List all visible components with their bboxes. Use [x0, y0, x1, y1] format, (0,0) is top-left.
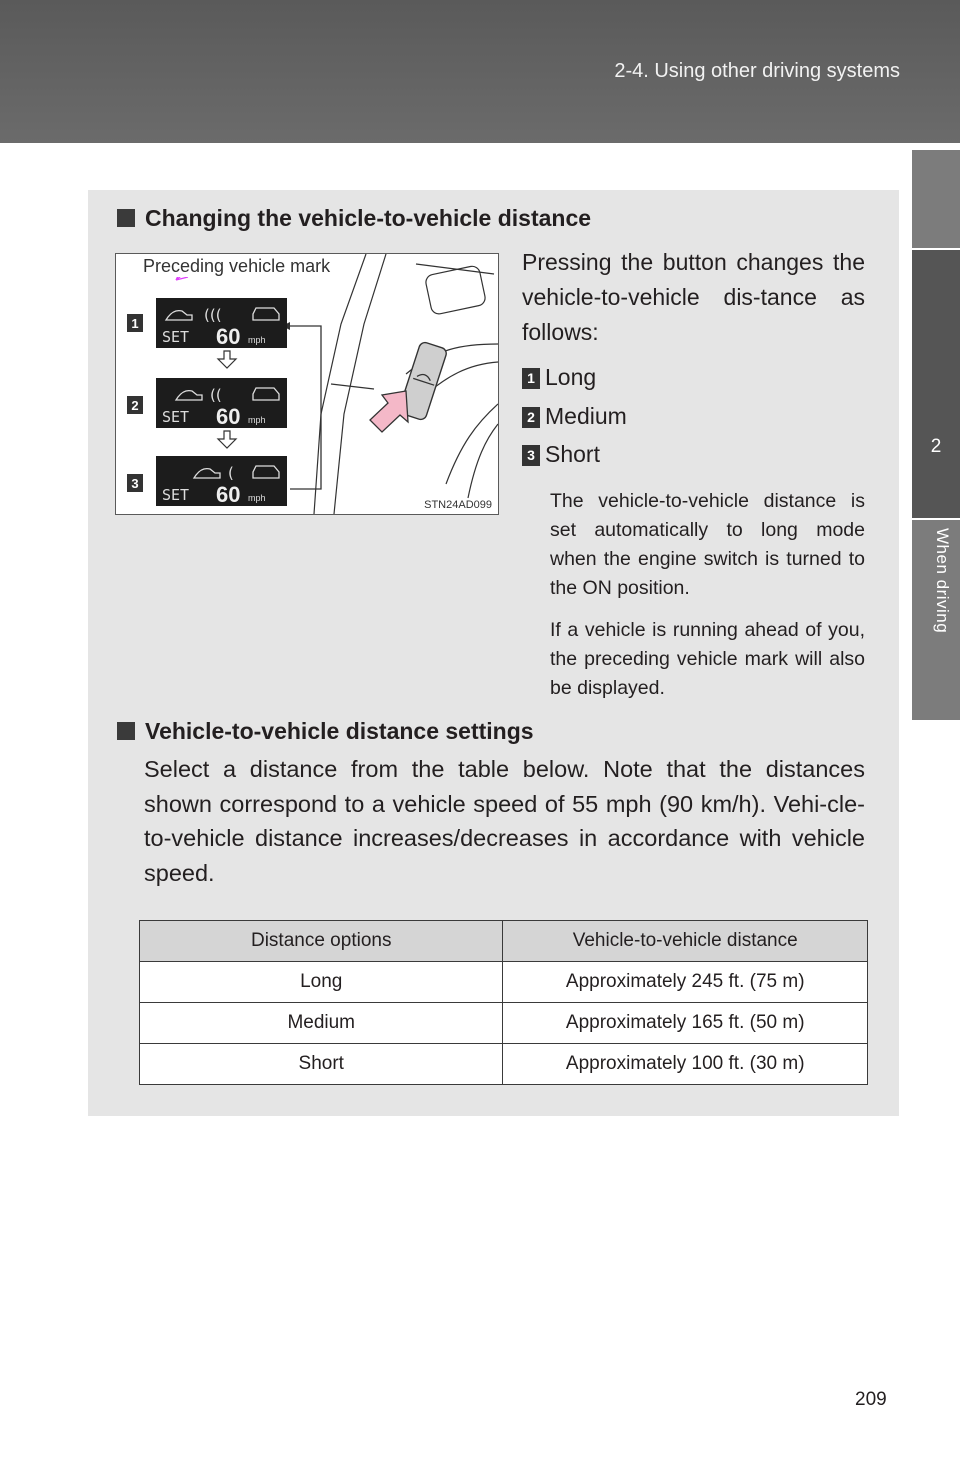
figure-caption: Preceding vehicle mark [140, 256, 333, 277]
svg-text:1: 1 [131, 316, 139, 331]
down-arrow-icon [218, 431, 236, 448]
note-default-mode: The vehicle-to-vehicle distance is set automatically to long mode when the engine switch is turned to the ON position. [550, 490, 865, 599]
svg-text:mph: mph [248, 493, 266, 503]
option-label: Long [545, 364, 597, 390]
chapter-tab-previous [912, 150, 960, 248]
svg-text:60: 60 [216, 482, 241, 507]
svg-text:60: 60 [216, 404, 241, 429]
svg-text:SET: SET [162, 328, 190, 346]
svg-text:mph: mph [248, 335, 266, 345]
note-preceding-vehicle: If a vehicle is running ahead of you, the preceding vehicle mark will also be displayed. [550, 619, 865, 699]
option-number: 1 [522, 368, 540, 389]
marker-1 [127, 314, 143, 332]
svg-text:((: (( [210, 386, 222, 404]
option-medium [522, 403, 627, 430]
table-cell: Approximately 165 ft. (50 m) [503, 1003, 868, 1044]
table-cell: Long [140, 962, 503, 1003]
table-cell: Medium [140, 1003, 503, 1044]
svg-text:SET: SET [162, 408, 190, 426]
table-row [140, 1003, 868, 1044]
marker-3 [127, 474, 143, 492]
square-bullet-icon [117, 722, 135, 740]
section-heading-changing [117, 205, 591, 232]
display-panel-medium [156, 378, 287, 429]
settings-paragraph: Select a distance from the table below. Note that the distances shown correspond to a vehicle speed of 55 mph (90 km/h). Vehi-cle-to-vehicle distance increases/decreases in accordance with vehicle speed. [144, 756, 865, 886]
figure-code: STN24AD099 [424, 499, 492, 511]
option-label: Medium [545, 403, 627, 429]
svg-text:(: ( [228, 464, 234, 482]
column-header: Vehicle-to-vehicle distance [503, 921, 868, 962]
svg-text:SET: SET [162, 486, 190, 504]
intro-text: Pressing the button changes the vehicle-to-vehicle dis-tance as follows: [522, 249, 865, 345]
table-cell: Approximately 100 ft. (30 m) [503, 1044, 868, 1085]
display-panel-long [156, 298, 287, 349]
down-arrow-icon [218, 351, 236, 368]
heading-text: Vehicle-to-vehicle distance settings [145, 718, 534, 744]
chapter-label: When driving [933, 528, 952, 634]
svg-text:mph: mph [248, 415, 266, 425]
distance-illustration [115, 253, 499, 515]
page-header [0, 0, 960, 143]
option-long [522, 364, 596, 391]
section-heading-settings [117, 718, 534, 745]
svg-text:2: 2 [131, 398, 139, 413]
chapter-number: 2 [930, 436, 942, 457]
display-panel-short [156, 456, 287, 507]
section-title: 2-4. Using other driving systems [614, 60, 900, 82]
marker-2 [127, 396, 143, 414]
press-arrow-icon [370, 391, 408, 432]
table-cell: Short [140, 1044, 503, 1085]
illustration-graphic [116, 254, 498, 514]
distance-table [139, 920, 868, 1085]
column-header: Distance options [140, 921, 503, 962]
table-row [140, 962, 868, 1003]
chapter-tab-current [912, 250, 960, 518]
table-header-row [140, 921, 868, 962]
option-number: 2 [522, 407, 540, 428]
svg-text:60: 60 [216, 324, 241, 349]
page-number: 209 [855, 1389, 887, 1410]
heading-text: Changing the vehicle-to-vehicle distance [145, 205, 592, 231]
option-short [522, 441, 600, 468]
svg-text:3: 3 [131, 476, 139, 491]
table-row [140, 1044, 868, 1085]
square-bullet-icon [117, 209, 135, 227]
svg-text:(((: ((( [204, 306, 222, 324]
table-cell: Approximately 245 ft. (75 m) [503, 962, 868, 1003]
option-number: 3 [522, 445, 540, 466]
option-label: Short [545, 441, 600, 467]
